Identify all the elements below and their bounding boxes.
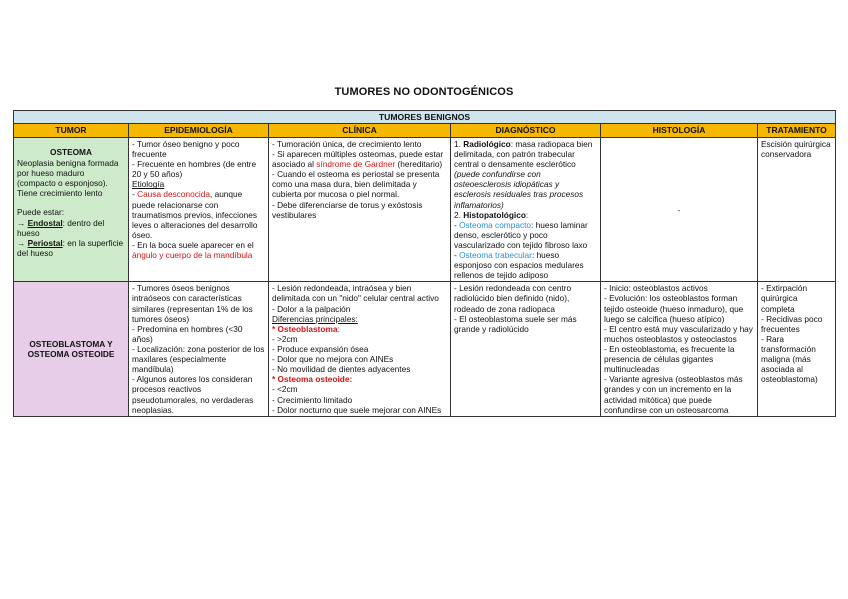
dx-text: : hueso laminar denso, esclerótico y poco vascularizado con tejido fibroso laxo [454,219,588,250]
cell-osteoma-tumor [14,137,129,282]
dx-radiologico: Radiológico [463,138,511,149]
osteoma-epi-line: - Tumor óseo benigno y poco frecuente [132,138,240,159]
osteoma-cli-line: - Cuando el osteoma es periostal se presenta como una masa dura, bien delimitada y cubierta por mucosa o piel normal. [272,169,440,200]
header-clinica: CLÍNICA [269,124,451,137]
ob-dx-line: - Lesión redondeada con centro radiolúcido bien definido (nido), rodeado de zona radiopaca [454,283,572,314]
dx-text: - [454,219,460,230]
osteoma-trabecular: Osteoma trabecular [459,250,532,261]
ob-tx-line: - Recidivas poco frecuentes [761,313,823,334]
ob-cli-line: - Dolor a la palpación [272,303,351,314]
ob-tx-line: - Rara transformación maligna (más asociada al osteoblastoma) [761,333,818,385]
cell-osteoma-epidemiologia: - Tumor óseo benigno y poco frecuente - Frecuente en hombres (de entre 20 y 50 años) Etiología - Causa desconocida, aunque puede relacionarse con traumatismos previos, infecciones leves o alteraciones del desarrollo óseo. - En la boca suele aparecer en el ángulo y cuerpo de la mandíbula [129,137,269,282]
oo-cli-line: - Dolor nocturno que suele mejorar con AINEs [272,404,442,415]
ob-his-line: - En osteoblastoma, es frecuente la presencia de células gigantes multinucleadas [604,344,735,375]
tumors-table [13,110,836,417]
cell-osteoblastoma-diagnostico [451,282,601,416]
ob-his-line: - Variante agresiva (osteoblastos más grandes y con un incremento en la actividad mitótica) que puede confundirse con un osteosarcoma [604,374,743,415]
ob-epi-line: - Tumores óseos benignos intraóseos con características similares (representan 1% de los tumores óseos) [132,283,253,324]
osteoma-description: Neoplasia benigna formada por hueso maduro (compacto o esponjoso). Tiene crecimiento lento [17,157,119,199]
ob-tx-line: - Extirpación quirúrgica completa [761,283,808,314]
cell-osteoma-histologia: - [601,137,758,282]
osteoma-causa: Causa desconocida [137,189,210,200]
ob-cli-line: - Produce expansión ósea [272,344,369,355]
ob-his-line: - El centro está muy vascularizado y hay muchos osteoblastos y osteoclastos [604,323,753,344]
header-row [14,124,836,137]
cell-osteoblastoma-epidemiologia [129,282,269,416]
cell-osteoblastoma-tratamiento [758,282,836,416]
endostal-text: : dentro del hueso [17,217,105,238]
osteoma-cli-line: (hereditario) [395,159,443,170]
ob-cli-line: - >2cm [272,333,298,344]
document-title: TUMORES NO ODONTOGÉNICOS [334,86,514,98]
osteoma-puede: Puede estar: [17,207,65,218]
row-osteoma [14,137,836,282]
ob-differences-heading: Diferencias principales: [272,313,358,324]
ob-cli-line: - Dolor que no mejora con AINEs [272,354,394,365]
section-band: TUMORES BENIGNOS [14,111,836,124]
periostal-text: : en la superficie del hueso [17,237,124,258]
oo-star: * [272,374,278,385]
header-tumor: TUMOR [14,124,129,137]
ob-subtitle: Osteoblastoma [277,323,338,334]
ob-epi-line: - Predomina en hombres (<30 años) [132,323,243,344]
cell-osteoblastoma-tumor: OSTEOBLASTOMA Y OSTEOMA OSTEOIDE [14,282,129,416]
cell-osteoblastoma-histologia [601,282,758,416]
endostal-label: Endostal [27,217,63,228]
osteoma-epi-line: - Frecuente en hombres (de entre 20 y 50 años) [132,159,257,180]
header-histologia: HISTOLOGÍA [601,124,758,137]
dx-italic-note: (puede confundirse con osteoesclerosis idiopáticas y esclerosis residuales tras procesos inflamatorios) [454,169,584,210]
cell-osteoblastoma-clinica [269,282,451,416]
ob-star: * [272,323,278,334]
ob-epi-line: - Localización: zona posterior de los maxilares (especialmente mandíbula) [132,344,265,375]
gardner-syndrome: síndrome de Gardner [316,159,396,170]
ob-his-line: - Evolución: los osteoblastos forman tejido osteoide (hueso inmaduro), que luego se calcifica (hueso atípico) [604,293,744,324]
ob-cli-line: - No movilidad de dientes adyacentes [272,364,411,375]
osteoma-name: OSTEOMA [50,146,92,157]
osteoma-cli-line: - Debe diferenciarse de torus y exóstosis vestibulares [272,199,423,220]
dx-number: 2. [454,209,464,220]
cell-osteoma-clinica [269,137,451,282]
dx-number: 1. [454,138,464,149]
cell-osteoma-tratamiento: Escisión quirúrgica conservadora [758,137,836,282]
row-osteoblastoma [14,282,836,416]
osteoma-epi-line: , aunque puede relacionarse con traumatismos previos, infecciones leves o alteraciones del desarrollo óseo. [132,189,258,240]
ob-epi-line: - Algunos autores los consideran procesos reactivos pseudotumorales, no verdaderas neoplasias. [132,374,254,415]
dx-text: - [454,250,460,261]
ob-colon: : [337,323,340,334]
oo-cli-line: - <2cm [272,384,298,395]
osteoma-location: ángulo y cuerpo de la mandíbula [132,250,253,261]
periostal-label: Periostal [27,237,63,248]
arrow-icon: → [17,237,26,248]
osteoma-compacto: Osteoma compacto [459,219,532,230]
header-tratamiento: TRATAMIENTO [758,124,836,137]
dx-text: : masa radiopaca bien delimitada, con patrón trabecular central o densamente esclerótico [454,138,593,170]
osteoma-epi-line: - En la boca suele aparecer en el [132,239,254,250]
arrow-icon: → [17,217,26,228]
osteoma-cli-line: - Si aparecen múltiples osteomas, puede estar asociado al [272,148,444,170]
ob-his-line: - Inicio: osteoblastos activos [604,283,708,294]
oo-cli-line: - Crecimiento limitado [272,394,353,405]
osteoma-etiologia: Etiología [132,179,165,190]
oo-subtitle: Osteoma osteoide: [277,374,353,385]
header-epidemiologia: EPIDEMIOLOGÍA [129,124,269,137]
ob-cli-line: - Lesión redondeada, intraósea y bien delimitada con un "nido" celular central activo [272,283,439,304]
ob-dx-line: - El osteoblastoma suele ser más grande y radiolúcido [454,313,577,334]
dx-text: : hueso esponjoso con espacios medulares rellenos de tejido adiposo [454,250,584,281]
header-diagnostico: DIAGNÓSTICO [451,124,601,137]
cell-osteoma-diagnostico [451,137,601,282]
dx-text: : [525,209,529,220]
osteoma-cli-line: - Tumoración única, de crecimiento lento [272,138,422,149]
dx-histopatologico: Histopatológico [463,209,526,220]
